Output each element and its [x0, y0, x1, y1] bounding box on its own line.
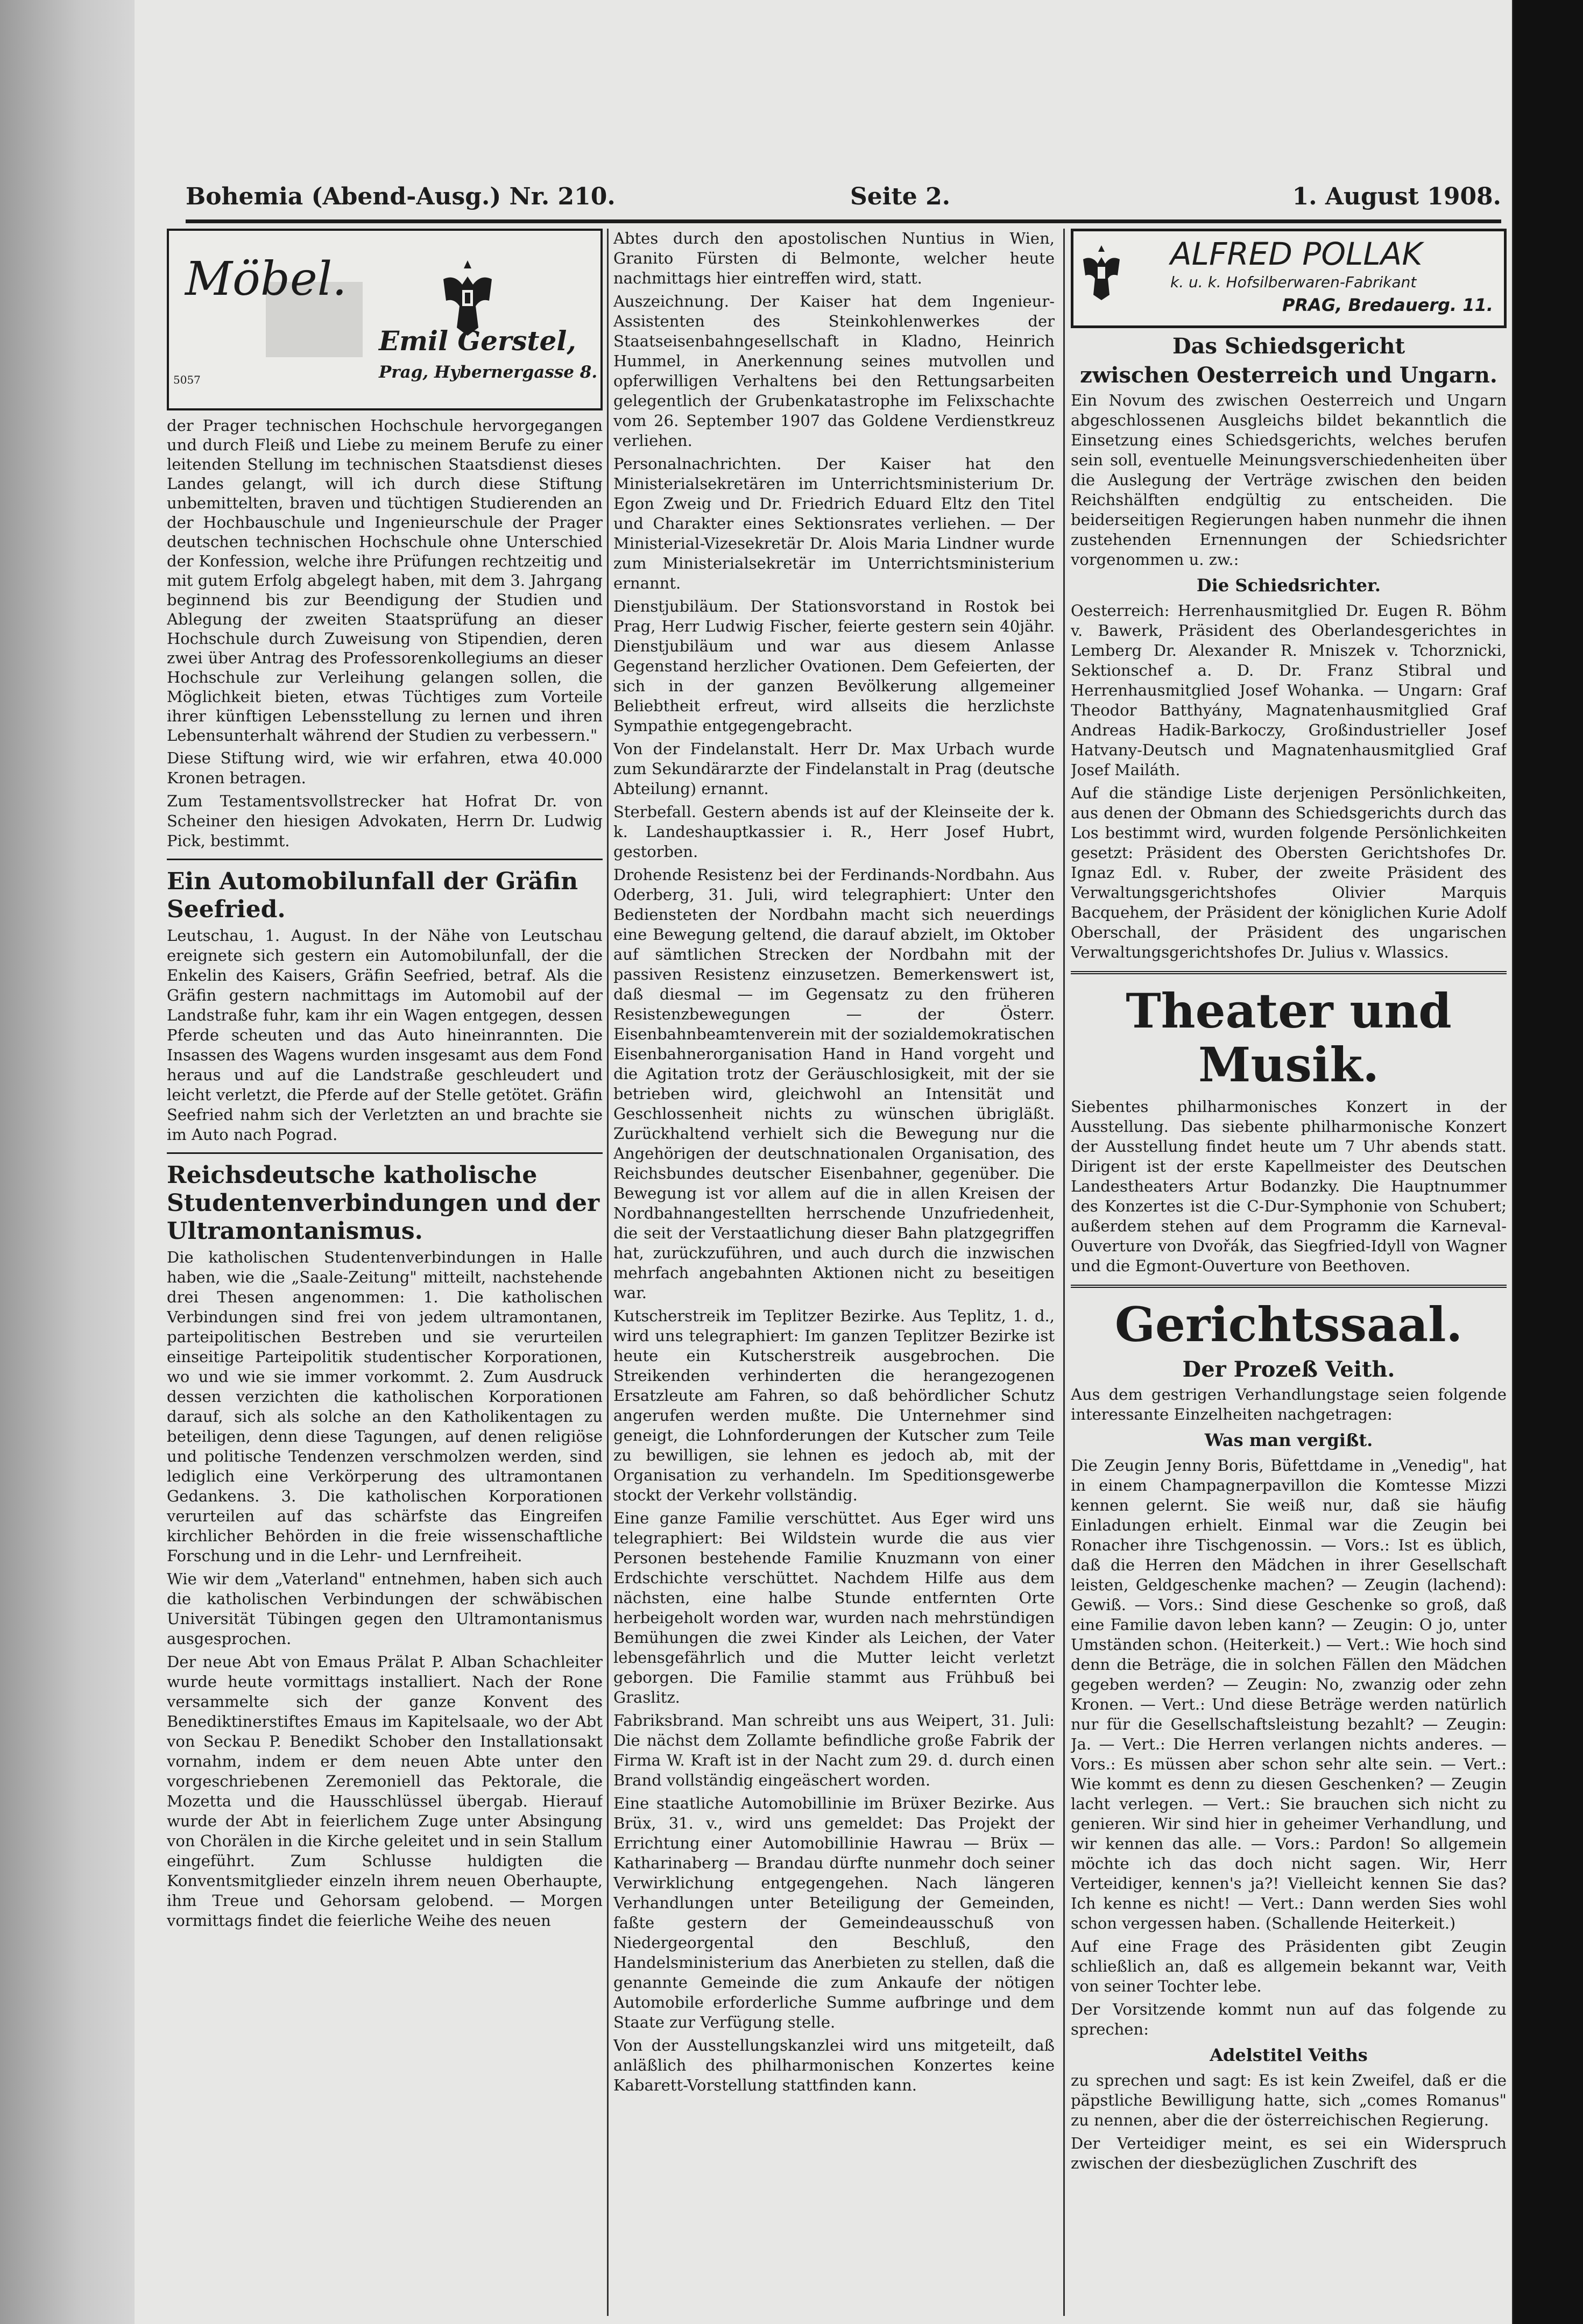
article-paragraph: Von der Findelanstalt. Herr Dr. Max Urbach wurde zum Sekundärarzte der Findelanstalt in Prag (deutsche Abteilung) ernannt.	[613, 740, 1055, 798]
ad-number: 5057	[173, 373, 201, 386]
article-paragraph: Der Vorsitzende kommt nun auf das folgende zu sprechen:	[1071, 2000, 1507, 2038]
article-paragraph: Dienstjubiläum. Der Stationsvorstand in Rostok bei Prag, Herr Ludwig Fischer, feierte gestern sein 40jähr. Dienstjubiläum und war aus diesem Anlasse Gegenstand herzlicher Ovationen. Dem Gefeierten, der sich in der ganzen Bevölkerung allgemeiner Beliebtheit erfreut, wird allseits die herzlichste Sympathie entgegengebracht.	[613, 597, 1055, 735]
section-heading-court: Gerichtssaal.	[1114, 1296, 1463, 1352]
article-paragraph: Siebentes philharmonisches Konzert in der Ausstellung. Das siebente philharmonische Konzert der Ausstellung findet heute um 7 Uhr abends statt. Dirigent ist der erste Kapellmeister des Deutschen Landestheaters Artur Bodanzky. Die Hauptnummer des Konzertes ist die C-Dur-Symphonie von Schubert; außerdem stehen auf dem Programm die Karneval-Ouverture von Dvořák, das Siegfried-Idyll von Wagner und die Egmont-Ouverture von Beethoven.	[1071, 1097, 1507, 1275]
article-paragraph: Der Verteidiger meint, es sei ein Widerspruch zwischen der diesbezüglichen Zuschrift des	[1071, 2134, 1507, 2172]
section-rule	[1071, 971, 1507, 974]
article-paragraph: Wie wir dem „Vaterland" entnehmen, haben sich auch die katholischen Verbindungen der schwäbischen Universität Tübingen gegen den Ultramontanismus ausgesprochen.	[167, 1570, 603, 1648]
headline-automobile-accident: Ein Automobilunfall der Gräfin Seefried.	[167, 868, 578, 923]
header-date: 1. August 1908.	[1292, 183, 1501, 210]
article-paragraph: Die Zeugin Jenny Boris, Büfettdame in „Venedig", hat in einem Champagnerpavillon die Komtesse Mizzi kennen gelernt. Sie weiß nur, daß sie häufig Einladungen erhielt. Einmal war die Zeugin bei Ronacher ihre Tischgenossin. — Vors.: Ist es üblich, daß die Herren den Mädchen in ihrer Gesellschaft leisten, Geldgeschenke machen? — Zeugin (lachend): Gewiß. — Vors.: Sind diese Geschenke so groß, daß eine Familie davon leben kann? — Zeugin: O jo, unter Umständen schon. (Heiterkeit.) — Vert.: Wie hoch sind denn die Beträge, die in solchen Fällen den Mädchen gegeben werden? — Zeugin: No, zwanzig oder zehn Kronen. — Vert.: Und diese Beträge werden natürlich nur für die Gesellschaftsleistung bezahlt? — Zeugin: Ja. — Vert.: Die Herren verlangen nichts anderes. — Vors.: Es müssen aber schon sehr alte sein. — Vert.: Wie kommt es denn zu diesen Geschenken? — Zeugin lacht verlegen. — Vert.: Sie brauchen sich nicht zu genieren. Wir sind hier in geheimer Verhandlung, und wir kennen das alle. — Vors.: Pardon! So allgemein möchte ich das doch nicht sagen. Wir, Herr Verteidiger, kennen's ja?! Vielleicht kennen Sie das? Ich kenne es nicht! — Vert.: Dann werden Sies wohl schon vergessen haben. (Schallende Heiterkeit.)	[1071, 1456, 1507, 1932]
ad-company-name: ALFRED POLLAK	[1170, 236, 1423, 272]
article-paragraph: Personalnachrichten. Der Kaiser hat den Ministerialsekretären im Unterrichtsministerium Dr. Egon Zweig und Dr. Friedrich Eduard Eltz den Titel und Charakter eines Sektionsrates verliehen. — Der Ministerial-Vizesekretär Dr. Alois Maria Lindner wurde zum Ministerialsekretär im Unterrichtsministerium ernannt.	[613, 455, 1055, 592]
scan-edge-left	[0, 0, 135, 2324]
column-2	[613, 229, 1055, 2316]
ad-company-name: Emil Gerstel,	[379, 325, 576, 357]
article-paragraph: Abtes durch den apostolischen Nuntius in Wien, Granito Fürsten di Belmonte, welcher heute nachmittags hier eintreffen wird, statt.	[613, 229, 1055, 287]
ad-address: PRAG, Bredauerg. 11.	[1282, 295, 1493, 315]
column-divider	[607, 229, 609, 2316]
pollak-advertisement	[1071, 229, 1507, 328]
section-heading-theater: Theater und Musik.	[1126, 983, 1452, 1093]
column-divider	[1063, 229, 1065, 2316]
article-paragraph: Drohende Resistenz bei der Ferdinands-Nordbahn. Aus Oderberg, 31. Juli, wird telegraphiert: Unter den Bediensteten der Nordbahn macht sich neuerdings eine Bewegung geltend, die darauf abzielt, im Oktober auf sämtlichen Strecken der Nordbahn mit der passiven Resistenz einzusetzen. Bemerkenswert ist, daß diesmal — im Gegensatz zu den früheren Resistenzbewegungen — der Österr. Eisenbahnbeamtenverein mit der sozialdemokratischen Eisenbahnerorganisation Hand in Hand vorgeht und die Agitation trotz der Geräuschlosigkeit, mit der sie betrieben wird, gleichwohl an Intensität und Geschlossenheit nichts zu wünschen übrigläßt. Zurückhaltend verhielt sich die Bewegung nur die Angehörigen der deutschnationalen Organisation, des Reichsbundes deutscher Eisenbahner, gegenüber. Die Bewegung ist vor allem auf die in allen Kreisen der Nordbahnangestellten herrschende Unzufriedenheit, die seit der Verstaatlichung dieser Bahn platzgegriffen hat, zurückzuführen, und auch durch die inzwischen mehrfach angebahnten Aktionen nicht zu beseitigen war.	[613, 866, 1055, 1302]
subheading-noble-title: Adelstitel Veiths	[1210, 2045, 1368, 2065]
article-paragraph: Sterbefall. Gestern abends ist auf der Kleinseite der k. k. Landeshauptkassier i. R., Herr Josef Hubrt, gestorben.	[613, 803, 1055, 861]
article-paragraph: Zum Testamentsvollstrecker hat Hofrat Dr. von Scheiner den hiesigen Advokaten, Herrn Dr. Ludwig Pick, bestimmt.	[167, 792, 603, 850]
header-publication: Bohemia (Abend-Ausg.) Nr. 210.	[186, 183, 616, 210]
article-paragraph: Ein Novum des zwischen Oesterreich und Ungarn abgeschlossenen Ausgleichs bildet bekanntlich die Einsetzung eines Schiedsgerichts, welches berufen sein soll, eventuelle Meinungsverschiedenheiten über die Auslegung der Verträge zwischen den beiden Reichshälften endgültig zu entscheiden. Die beiderseitigen Regierungen haben nunmehr die ihnen zustehenden Ernennungen der Schiedsrichter vorgenommen u. zw.:	[1071, 391, 1507, 569]
headline-trial-veith: Der Prozeß Veith.	[1182, 1357, 1395, 1382]
section-rule	[167, 859, 603, 860]
article-paragraph: Eine ganze Familie verschüttet. Aus Eger wird uns telegraphiert: Bei Wildstein wurde die aus vier Personen bestehende Familie Knuzmann von einer Erdschichte verschüttet. Nachdem Hilfe aus dem nächsten, eine halbe Stunde entfernten Orte herbeigeholt worden war, wurden nach mehrstündigen Bemühungen die zwei Kinder als Leichen, der Vater lebensgefährlich und die Mutter leicht verletzt geborgen. Die Familie stammt aus Frühbuß bei Graslitz.	[613, 1509, 1055, 1706]
section-rule	[167, 1152, 603, 1154]
headline-arbitration: Das Schiedsgericht	[1172, 334, 1405, 359]
subheading-forgetting: Was man vergißt.	[1204, 1430, 1373, 1450]
article-paragraph: Aus dem gestrigen Verhandlungstage seien folgende interessante Einzelheiten nachgetragen:	[1071, 1385, 1507, 1423]
article-paragraph: Auf eine Frage des Präsidenten gibt Zeugin schließlich an, daß es allgemein bekannt war, Veith von seiner Tochter lebe.	[1071, 1937, 1507, 1995]
column-3	[1071, 229, 1507, 2316]
article-paragraph: Auf die ständige Liste derjenigen Persönlichkeiten, aus denen der Obmann des Schiedsgerichts durch das Los bestimmt wird, wurden folgende Persönlichkeiten gesetzt: Präsident des Obersten Gerichtshofes Dr. Ignaz Edl. v. Ruber, der zweite Präsident des Verwaltungsgerichtshofes Olivier Marquis Bacquehem, der Präsident der königlichen Kurie Adolf Oberschall, der Präsident des ungarischen Verwaltungsgerichtshofes Dr. Julius v. Wlassics.	[1071, 784, 1507, 961]
ad-subtitle: k. u. k. Hofsilberwaren-Fabrikant	[1170, 273, 1417, 291]
column-1	[167, 229, 603, 2316]
headline-student-associations: Reichsdeutsche katholische Studentenverbindungen und der Ultramontanismus.	[167, 1161, 600, 1245]
article-paragraph: Von der Ausstellungskanzlei wird uns mitgeteilt, daß anläßlich des philharmonischen Konzertes keine Kabarett-Vorstellung stattfinden kann.	[613, 2036, 1055, 2094]
ad-address: Prag, Hybernergasse 8.	[379, 363, 598, 382]
scan-edge-right	[1513, 0, 1583, 2324]
newspaper-page	[135, 0, 1512, 2324]
article-paragraph: Leutschau, 1. August. In der Nähe von Leutschau ereignete sich gestern ein Automobilunfall, der die Enkelin des Kaisers, Gräfin Seefried, betraf. Als die Gräfin gestern nachmittags im Automobil auf der Landstraße fuhr, kam ihr ein Wagen entgegen, dessen Pferde scheuten und das Auto hineinrannten. Die Insassen des Wagens wurden insgesamt aus dem Fond heraus und auf die Landstraße geschleudert und leicht verletzt, die Pferde auf der Stelle getötet. Gräfin Seefried nahm sich der Verletzten an und brachte sie im Auto nach Pograd.	[167, 926, 603, 1144]
section-rule	[1071, 1285, 1507, 1288]
eagle-crest-icon	[1080, 243, 1123, 302]
article-paragraph: Kutscherstreik im Teplitzer Bezirke. Aus Teplitz, 1. d., wird uns telegraphiert: Im ganzen Teplitzer Bezirke ist heute ein Kutscherstreik ausgebrochen. Die Streikenden verhinderten die herangezogenen Ersatzleute am Fahren, so daß behördlicher Schutz angerufen werden mußte. Die Unternehmer sind geneigt, die Lohnforderungen der Kutscher zum Teile zu bewilligen, sie lehnen es jedoch ab, mit der Organisation zu verhandeln. Im Speditionsgewerbe stockt der Verkehr vollständig.	[613, 1307, 1055, 1504]
article-paragraph: Die katholischen Studentenverbindungen in Halle haben, wie die „Saale-Zeitung" mitteilt, nachstehende drei Thesen angenommen: 1. Die katholischen Verbindungen sind frei von jedem ultramontanen, parteipolitischen Bestreben und sie verurteilen einseitige Parteipolitik studentischer Korporationen, wo und wie sie immer vorkommt. 2. Zum Ausdruck dessen verzichten die katholischen Korporationen darauf, sich als solche an den Katholikentagen zu beteiligen, denn diese Tagungen, auf denen religiöse und politische Tendenzen verschmolzen werden, sind lediglich eine Verkörperung des ultramontanen Gedankens. 3. Die katholischen Korporationen verurteilen auf das schärfste das Eingreifen kirchlicher Behörden in die freie wissenschaftliche Forschung und in die Lehr- und Lernfreiheit.	[167, 1248, 603, 1565]
article-paragraph: Der neue Abt von Emaus Prälat P. Alban Schachleiter wurde heute vormittags installiert. Nach der Rone versammelte sich der ganze Konvent des Benediktinerstiftes Emaus im Kapitelsaale, wo der Abt von Seckau P. Benedikt Schober den Installationsakt vornahm, indem er dem neuen Abte unter den vorgeschriebenen Zeremoniell das Pektorale, die Mozetta und die Hausschlüssel übergab. Hierauf wurde der Abt in feierlichem Zuge unter Absingung von Chorälen in die Kirche geleitet und in sein Stallum eingeführt. Zum Schlusse huldigten die Konventsmitglieder einzeln ihrem neuen Oberhaupte, ihm Treue und Gehorsam gelobend. — Morgen vormittags findet die feierliche Weihe des neuen	[167, 1653, 603, 1930]
article-paragraph: Oesterreich: Herrenhausmitglied Dr. Eugen R. Böhm v. Bawerk, Präsident des Oberlandesgerichtes in Lemberg Dr. Alexander R. Mniszek v. Tchorznicki, Sektionschef a. D. Dr. Franz Stibral und Herrenhausmitglied Josef Wohanka. — Ungarn: Graf Theodor Batthyány, Magnatenhausmitglied Graf Andreas Hadik-Barkoczy, Großindustrieller Josef Hatvany-Deutsch und Magnatenhausmitglied Graf Josef Mailáth.	[1071, 601, 1507, 779]
page-header	[186, 183, 1501, 221]
article-paragraph: der Prager technischen Hochschule hervorgegangen und durch Fleiß und Liebe zu meinem Berufe zu einer leitenden Stellung im technischen Staatsdienst dieses Landes gelangt, will ich durch diese Stiftung unbemittelten, braven und tüchtigen Studierenden an der Hochbauschule und Ingenieurschule der Prager deutschen technischen Hochschule ohne Unterschied der Konfession, welche ihre Prüfungen rechtzeitig und mit gutem Erfolg abgelegt haben, mit dem 3. Jahrgang beginnend bis zur Beendigung der Studien und Ablegung der zweiten Staatsprüfung an dieser Hochschule durch Zuweisung von Stipendien, deren zwei über Antrag des Professorenkollegiums an dieser Hochschule zur Verleihung gelangen sollen, die Möglichkeit bieten, etwas Tüchtiges zum Vorteile ihrer künftigen Lebensstellung zu lernen und ihren Lebensunterhalt während der Studien zu verbessern."	[167, 416, 603, 745]
headline-arbitration-sub: zwischen Oesterreich und Ungarn.	[1080, 363, 1497, 388]
subheading-arbitrators: Die Schiedsrichter.	[1196, 575, 1381, 596]
article-paragraph: zu sprechen und sagt: Es ist kein Zweifel, daß er die päpstliche Bewilligung hatte, sich „comes Romanus" zu nennen, aber die der österreichischen Regierung.	[1071, 2071, 1507, 2129]
header-page-number: Seite 2.	[850, 183, 951, 210]
article-paragraph: Diese Stiftung wird, wie wir erfahren, etwa 40.000 Kronen betragen.	[167, 749, 603, 787]
moebel-advertisement	[167, 229, 603, 410]
article-paragraph: Fabriksbrand. Man schreibt uns aus Weipert, 31. Juli: Die nächst dem Zollamte befindliche große Fabrik der Firma W. Kraft ist in der Nacht zum 29. d. durch einen Brand vollständig eingeäschert worden.	[613, 1711, 1055, 1789]
header-rule	[186, 219, 1501, 223]
article-paragraph: Auszeichnung. Der Kaiser hat dem Ingenieur-Assistenten des Steinkohlenwerkes der Staatseisenbahngesellschaft in Kladno, Heinrich Hummel, in Anerkennung seines mutvollen und opferwilligen Verhaltens bei den Rettungsarbeiten gelegentlich der Grubenkatastrophe im Felixschachte vom 26. September 1907 das Goldene Verdienstkreuz verliehen.	[613, 292, 1055, 450]
ad-headline: Möbel.	[185, 252, 347, 306]
article-paragraph: Eine staatliche Automobillinie im Brüxer Bezirke. Aus Brüx, 31. v., wird uns gemeldet: Das Projekt der Errichtung einer Automobillinie Hawrau — Brüx — Katharinaberg — Brandau dürfte nunmehr doch seiner Verwirklichung entgegengehen. Nach längeren Verhandlungen unter Beteiligung der Gemeinden, faßte gestern der Gemeindeausschuß von Niedergeorgental den Beschluß, den Handelsministerium das Anerbieten zu stellen, daß die genannte Gemeinde die zum Ankaufe der nötigen Automobile erforderliche Summe aufbringe und dem Staate zur Verfügung stelle.	[613, 1794, 1055, 2031]
